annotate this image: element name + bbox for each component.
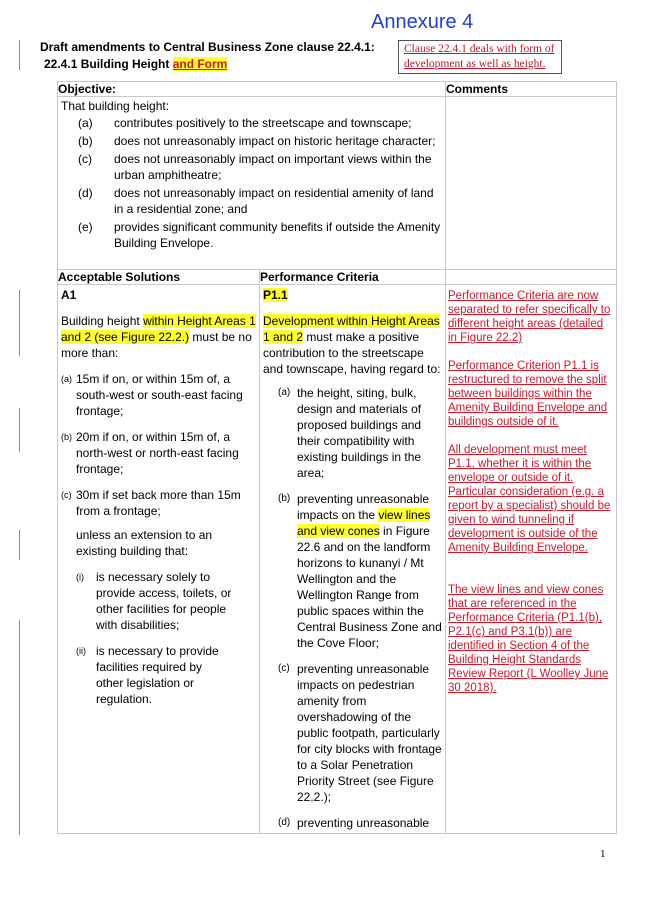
p1-code: P1.1 — [263, 288, 288, 302]
p1-intro-post: must make a positive contribution to the streetscape and townscape, having regard to: — [263, 330, 441, 376]
change-bar — [19, 408, 20, 452]
comments-cell — [446, 285, 617, 834]
list-item — [58, 569, 259, 633]
item-label: (a) — [278, 387, 291, 398]
list-item — [58, 151, 445, 183]
list-item — [260, 661, 445, 805]
acceptable-solutions-header: Acceptable Solutions — [58, 270, 260, 285]
list-item — [260, 385, 445, 481]
item-text: does not unreasonably impact on historic heritage character; — [114, 134, 436, 148]
comment-text: The view lines and view cones that are referenced in the Performance Criteria (P1.1(b), P2.1(c) and P3.1(b)) are identified in Section 4 of the Building Height Standards Review Report (L Woolley June 30 2018). — [448, 584, 609, 694]
change-bar — [19, 40, 20, 70]
item-text: contributes positively to the streetscape and townscape; — [114, 116, 412, 130]
objective-header: Objective: — [58, 82, 446, 97]
acceptable-solutions-cell — [58, 285, 260, 834]
comment-text: Performance Criteria are now separated to refer specifically to different height areas (detailed in Figure 22.2) — [448, 290, 611, 344]
item-text — [297, 491, 442, 651]
objective-row — [58, 97, 617, 270]
item-label: (ii) — [76, 646, 86, 656]
list-item — [58, 429, 259, 477]
item-text: preventing unreasonable — [297, 816, 430, 830]
clause-table — [57, 81, 617, 834]
item-label: (i) — [76, 572, 84, 582]
list-item — [58, 185, 445, 217]
draft-heading: Draft amendments to Central Business Zone clause 22.4.1: — [40, 40, 375, 54]
list-item — [58, 219, 445, 251]
item-label: (e) — [78, 220, 93, 234]
clause-heading-text: 22.4.1 Building Height — [44, 57, 173, 71]
a1-intro-pre: Building height — [61, 314, 144, 328]
comment-callout — [398, 40, 562, 74]
item-label: (a) — [78, 116, 93, 130]
p1-code-wrap — [260, 285, 445, 303]
item-label: (a) — [61, 374, 72, 384]
a1-intro-highlight: within Height Areas 1 and 2 (see Figure 22.2.) — [61, 314, 256, 344]
item-text: 30m if set back more than 15m from a frontage; — [76, 488, 241, 518]
item-label: (c) — [78, 152, 92, 166]
objective-comments-cell — [446, 97, 617, 270]
item-label: (b) — [61, 432, 72, 442]
page-number: 1 — [600, 848, 606, 860]
item-text: 20m if on, or within 15m of, a north-west or north-east facing frontage; — [76, 430, 239, 476]
p1-intro — [260, 313, 445, 377]
list-item — [260, 491, 445, 651]
p1-intro-highlight: Development within Height Areas 1 and 2 — [263, 314, 440, 344]
objective-intro: That building height: — [61, 99, 170, 113]
empty-cell — [446, 270, 617, 285]
item-text: does not unreasonably impact on residential amenity of land in a residential zone; and — [114, 186, 434, 216]
objective-header-row — [58, 82, 617, 97]
list-item — [58, 371, 259, 419]
item-text: provides significant community benefits if outside the Amenity Building Envelope. — [114, 220, 441, 250]
item-label: (b) — [278, 493, 291, 504]
change-bar — [19, 530, 20, 560]
a1-intro-post: must be no more than: — [61, 330, 252, 360]
change-bar — [19, 290, 20, 356]
item-text-pre: preventing unreasonable impacts on the — [297, 492, 430, 522]
list-item — [58, 115, 445, 131]
item-text-highlight: view lines and view cones — [297, 508, 431, 538]
list-item — [58, 487, 259, 519]
item-label: (d) — [78, 186, 93, 200]
a1-intro — [58, 313, 259, 361]
item-text: 15m if on, or within 15m of, a south-west or south-east facing frontage; — [76, 372, 243, 418]
item-label: (d) — [278, 817, 291, 828]
list-item — [58, 133, 445, 149]
comments-header: Comments — [446, 82, 617, 97]
item-label: (c) — [278, 663, 290, 674]
solutions-header-row — [58, 270, 617, 285]
a1-code: A1 — [61, 288, 77, 302]
annexure-title: Annexure 4 — [371, 11, 474, 33]
list-item — [58, 643, 259, 707]
comment-text: Performance Criterion P1.1 is restructured to remove the split between buildings within the Amenity Building Envelope and buildings outside of it. — [448, 360, 608, 428]
item-text-post: in Figure 22.6 and on the landform horizons to kunanyi / Mt Wellington and the Wellington Range from public spaces within the Central Business Zone and the Cove Floor; — [297, 524, 442, 650]
item-text: the height, siting, bulk, design and materials of proposed buildings and their compatibility with existing buildings in the area; — [297, 386, 422, 480]
clause-heading-added-text: and Form — [172, 57, 228, 71]
comment-text: All development must meet P1.1, whether it is within the envelope or outside of it. Particular consideration (e.g. a report by a specialist) should be given to wind tunneling if development is outside of the Amenity Building Envelope. — [448, 444, 611, 554]
solutions-row — [58, 285, 617, 834]
item-label: (c) — [61, 490, 72, 500]
clause-heading — [44, 57, 227, 71]
a1-unless: unless an extension to an existing building that: — [76, 528, 213, 558]
item-text: does not unreasonably impact on important views within the urban amphitheatre; — [114, 152, 432, 182]
item-text: preventing unreasonable impacts on pedestrian amenity from overshadowing of the public footpath, particularly for city blocks with frontage to a Solar Penetration Priority Street (see Figure 22.2.); — [297, 662, 442, 804]
performance-criteria-cell — [260, 285, 446, 834]
change-bar — [19, 620, 20, 835]
item-text: is necessary solely to provide access, toilets, or other facilities for people with disabilities; — [96, 570, 232, 632]
item-label: (b) — [78, 134, 93, 148]
performance-criteria-header: Performance Criteria — [260, 270, 446, 285]
list-item — [260, 815, 445, 831]
comment-callout-text: Clause 22.4.1 deals with form of development as well as height. — [404, 43, 555, 70]
item-text: is necessary to provide facilities required by other legislation or regulation. — [96, 644, 219, 706]
objective-list — [58, 115, 445, 251]
objective-cell — [58, 97, 446, 270]
